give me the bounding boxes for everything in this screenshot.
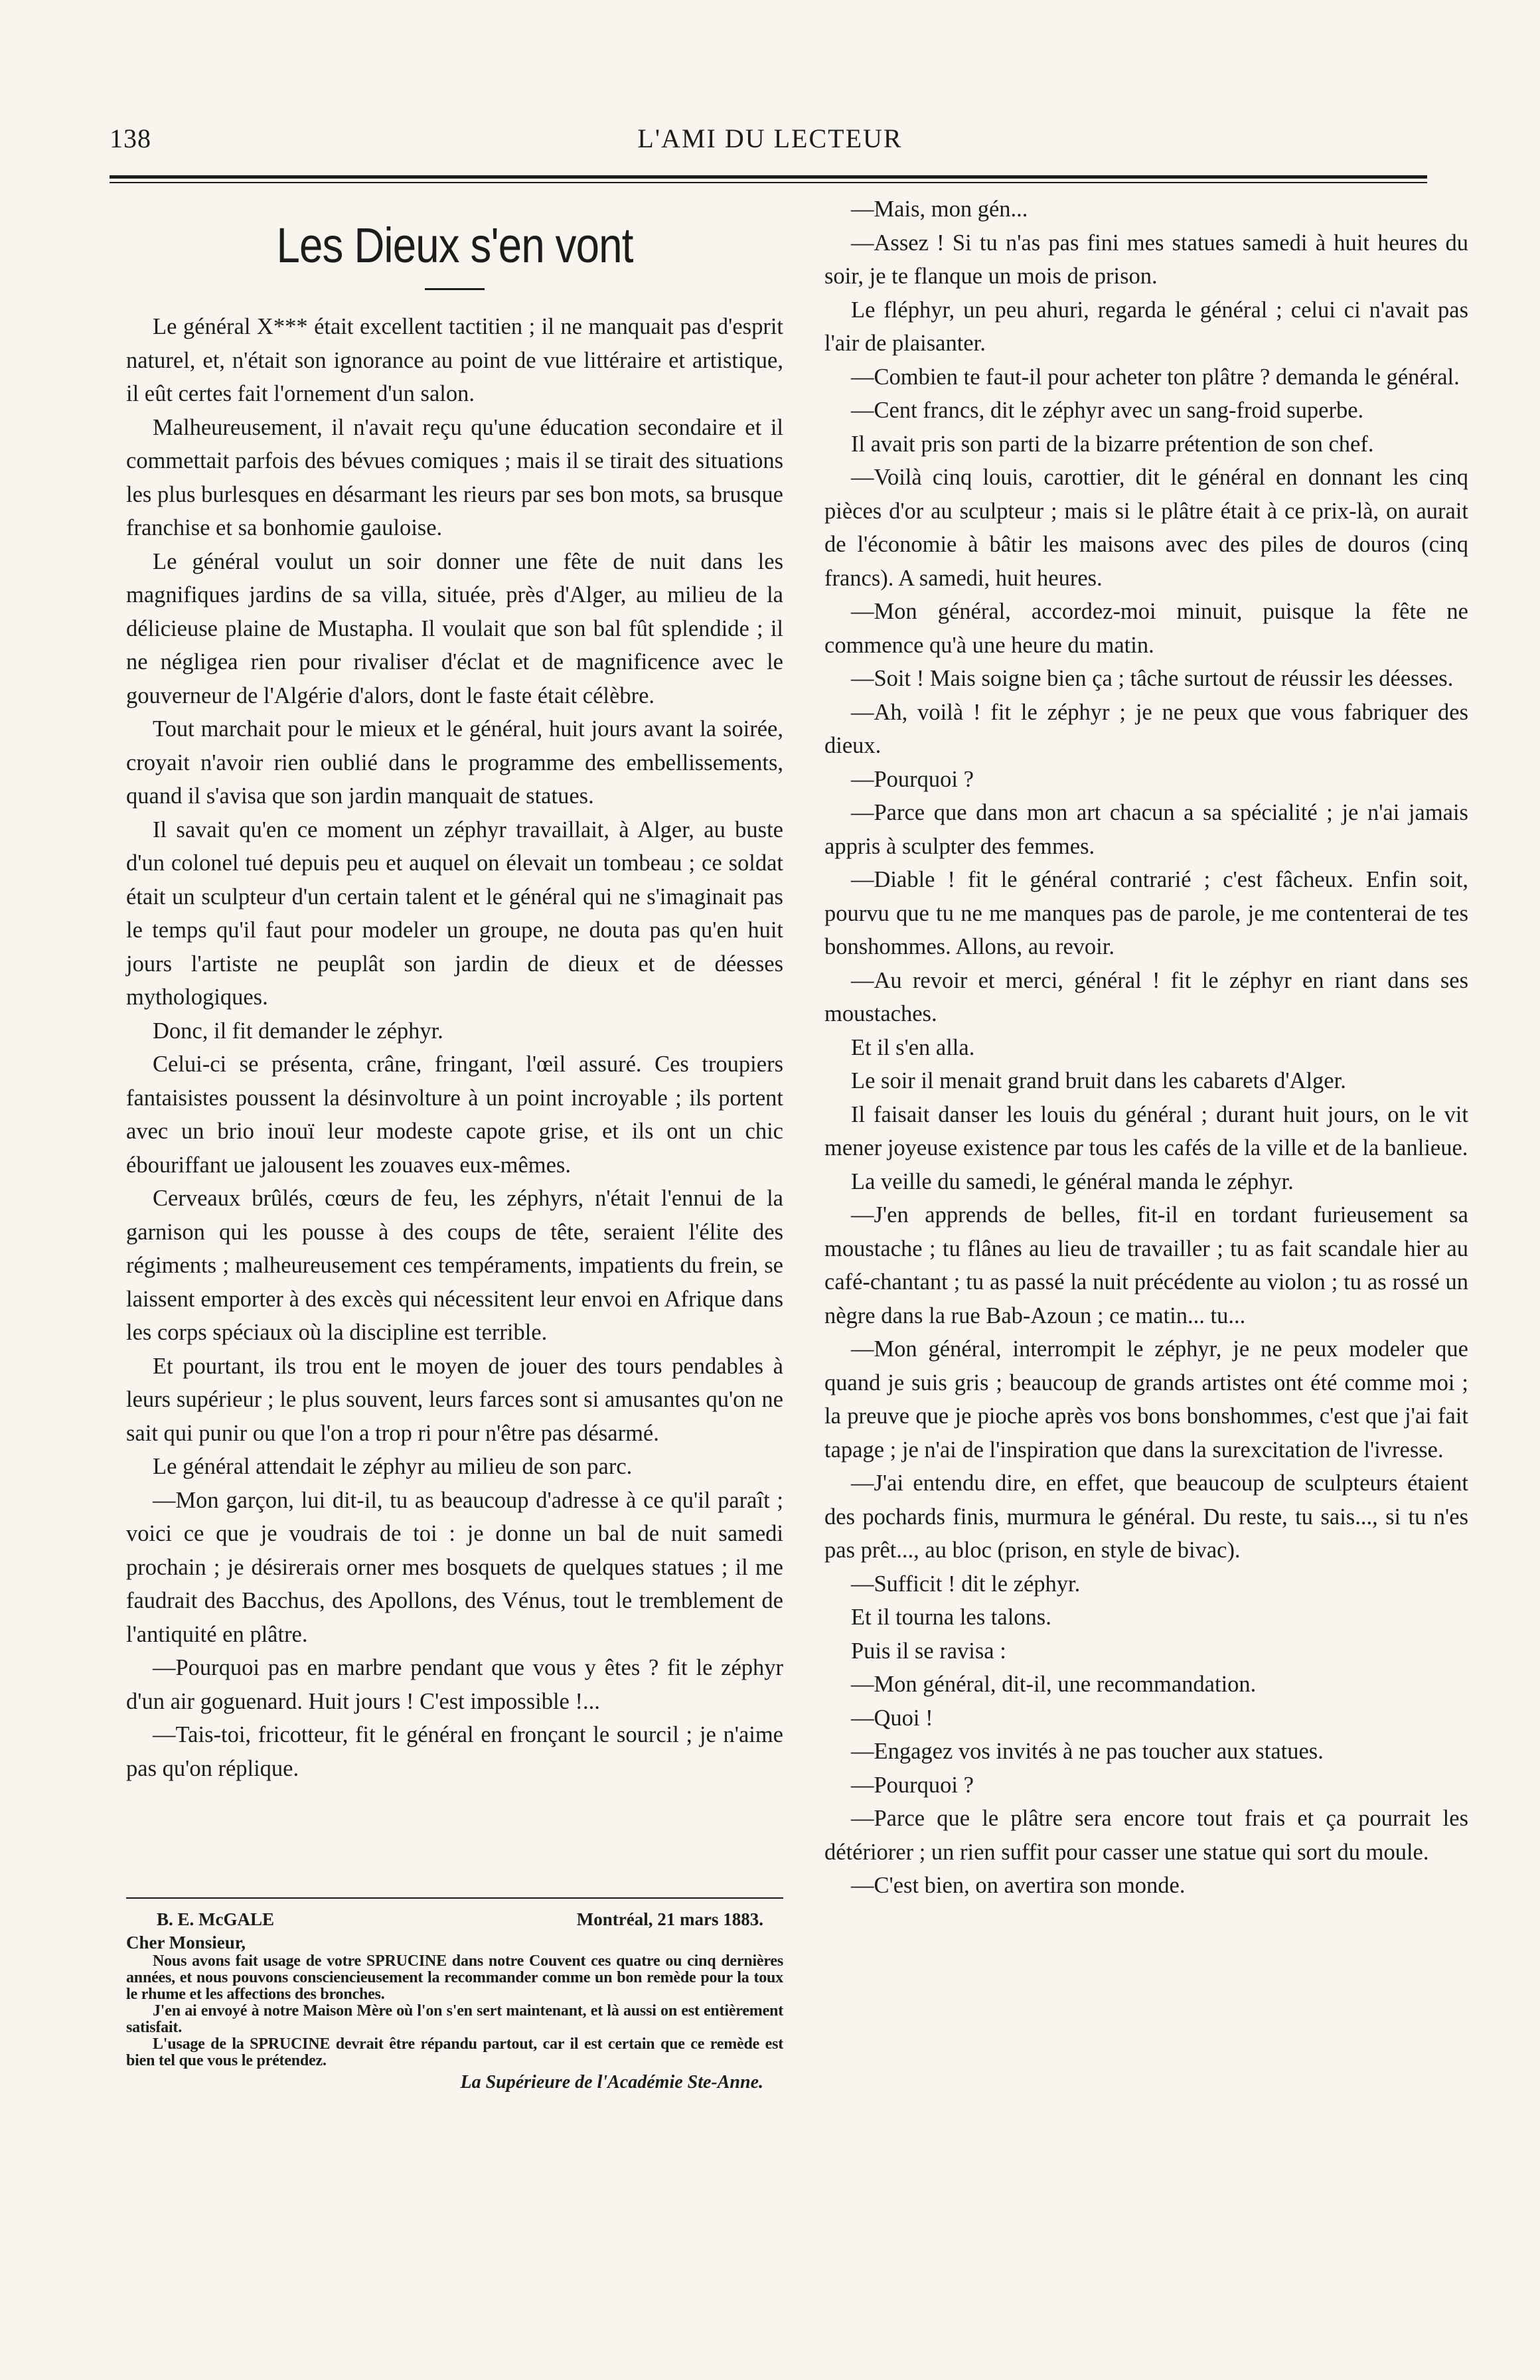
paragraph: Le général X*** était excellent tactitien ; il ne manquait pas d'esprit naturel, et, n'était son ignorance au point de vue littéraire et artistique, il eût certes fait l'ornement d'un salon. <box>126 314 783 406</box>
advertisement-rule <box>126 1897 783 1899</box>
running-head: L'AMI DU LECTEUR <box>637 123 903 153</box>
advertisement-top-line <box>126 1909 783 1932</box>
paragraph: Donc, il fit demander le zéphyr. <box>153 1018 443 1044</box>
paragraph: —Au revoir et merci, général ! fit le zéphyr en riant dans ses moustaches. <box>824 967 1468 1026</box>
paragraph: Et pourtant, ils trou ent le moyen de jouer des tours pendables à leurs supérieur ; le plus souvent, leurs farces sont si amusantes qu'on ne sait qui punir ou que l'on a trop ri pour n'être pas désarmé. <box>126 1353 783 1446</box>
paragraph: —Soit ! Mais soigne bien ça ; tâche surtout de réussir les déesses. <box>851 666 1454 691</box>
paragraph: —Mon garçon, lui dit-il, tu as beaucoup d'adresse à ce qu'il paraît ; voici ce que je voudrais de toi : je donne un bal de nuit samedi prochain ; je désirerais orner mes bosquets de quelques statues ; il me faudrait des Bacchus, des Apollons, des Vénus, tout le tremblement de l'antiquité en plâtre. <box>126 1487 783 1647</box>
paragraph: —Mon général, accordez-moi minuit, puisque la fête ne commence qu'à une heure du matin. <box>824 599 1468 658</box>
advertisement <box>126 1909 783 2096</box>
advertisement-date: Montréal, 21 mars 1883. <box>576 1909 763 1929</box>
paragraph: Et il s'en alla. <box>851 1034 975 1060</box>
advertisement-paragraph: L'usage de la SPRUCINE devrait être répandu partout, car il est certain que ce remède est bien tel que vous le prétendez. <box>126 2035 783 2069</box>
advertisement-paragraph: J'en ai envoyé à notre Maison Mère où l'on s'en sert maintenant, et là aussi on est entièrement satisfait. <box>126 2002 783 2036</box>
paragraph: —Quoi ! <box>851 1705 933 1731</box>
paragraph: —Diable ! fit le général contrarié ; c'est fâcheux. Enfin soit, pourvu que tu ne me manques pas de parole, je me contenterai de tes bonshommes. Allons, au revoir. <box>824 867 1468 959</box>
right-column <box>824 193 1468 1903</box>
paragraph: Le soir il menait grand bruit dans les cabarets d'Alger. <box>851 1068 1346 1093</box>
advertisement-signature: La Supérieure de l'Académie Ste-Anne. <box>460 2072 763 2093</box>
paragraph: —Tais-toi, fricotteur, fit le général en fronçant le sourcil ; je n'aime pas qu'on réplique. <box>126 1722 783 1781</box>
paragraph: Il savait qu'en ce moment un zéphyr travaillait, à Alger, au buste d'un colonel tué depuis peu et auquel on élevait un tombeau ; ce soldat était un sculpteur d'un certain talent et le général qui ne s'imaginait pas le temps qu'il faut pour modeler un groupe, ne douta pas qu'en huit jours l'artiste ne peuplât son jardin de dieux et de déesses mythologiques. <box>126 817 783 1010</box>
paragraph: La veille du samedi, le général manda le zéphyr. <box>851 1168 1294 1194</box>
paragraph: —Pourquoi pas en marbre pendant que vous y êtes ? fit le zéphyr d'un air goguenard. Huit jours ! C'est impossible !... <box>126 1655 783 1714</box>
advertisement-paragraph: Nous avons fait usage de votre SPRUCINE dans notre Couvent ces quatre ou cinq dernières années, et nous pouvons consciencieusement la recommander comme un bon remède pour la toux le rhume et les affections des bronches. <box>126 1952 783 2003</box>
paragraph: Le fléphyr, un peu ahuri, regarda le général ; celui ci n'avait pas l'air de plaisanter. <box>824 297 1468 356</box>
left-column <box>126 219 783 1785</box>
page-header <box>110 123 1430 163</box>
paragraph: —Mon général, interrompit le zéphyr, je ne peux modeler que quand je suis gris ; beaucoup de grands artistes ont été comme moi ; la preuve que je pioche après vos bons bonshommes, c'est que j'ai fait tapage ; je n'ai de l'inspiration que dans la surexcitation de l'ivresse. <box>824 1336 1468 1463</box>
paragraph: —Engagez vos invités à ne pas toucher aux statues. <box>851 1739 1324 1764</box>
paragraph: —Cent francs, dit le zéphyr avec un sang-froid superbe. <box>851 398 1364 423</box>
paragraph: —Voilà cinq louis, carottier, dit le général en donnant les cinq pièces d'or au sculpteur ; mais si le plâtre était à ce prix-là, on aurait de l'économie à bâtir les maisons avec des piles de douros (cinq francs). A samedi, huit heures. <box>824 465 1468 591</box>
paragraph: Tout marchait pour le mieux et le général, huit jours avant la soirée, croyait n'avoir rien oublié dans le programme des embellissements, quand il s'avisa que son jardin manquait de statues. <box>126 716 783 809</box>
paragraph: Le général attendait le zéphyr au milieu de son parc. <box>153 1454 633 1479</box>
header-rule-thin <box>110 182 1427 183</box>
paragraph: —Ah, voilà ! fit le zéphyr ; je ne peux que vous fabriquer des dieux. <box>824 699 1468 758</box>
paragraph: —Sufficit ! dit le zéphyr. <box>851 1571 1081 1597</box>
advertisement-sender: B. E. McGALE <box>157 1909 275 1929</box>
paragraph: Le général voulut un soir donner une fête de nuit dans les magnifiques jardins de sa villa, située, près d'Alger, au milieu de la délicieuse plaine de Mustapha. Il voulait que son bal fût splendide ; il ne négligea rien pour rivaliser d'éclat et de magnificence avec le gouverneur de l'Algérie d'alors, dont le faste était célèbre. <box>126 548 783 708</box>
paragraph: —Pourquoi ? <box>851 766 974 792</box>
page-number: 138 <box>110 123 151 153</box>
paragraph: —Parce que le plâtre sera encore tout frais et ça pourrait les détériorer ; un rien suffit pour casser une statue qui sort du moule. <box>824 1806 1468 1865</box>
header-rule-thick <box>110 175 1427 179</box>
paragraph: Et il tourna les talons. <box>851 1605 1051 1630</box>
paragraph: —C'est bien, on avertira son monde. <box>851 1873 1186 1898</box>
paragraph: —Parce que dans mon art chacun a sa spécialité ; je n'ai jamais appris à sculpter des femmes. <box>824 800 1468 859</box>
paragraph: Celui-ci se présenta, crâne, fringant, l'œil assuré. Ces troupiers fantaisistes poussent la désinvolture à un point incroyable ; ils portent avec un brio inouï leur modeste capote grise, et ils ont un chic ébouriffant ue jalousent les zouaves eux-mêmes. <box>126 1052 783 1178</box>
paragraph: —J'en apprends de belles, fit-il en tordant furieusement sa moustache ; tu flânes au lieu de travailler ; tu as fait scandale hier au café-chantant ; tu as passé la nuit précédente au violon ; tu as rossé un nègre dans la rue Bab-Azoun ; ce matin... tu... <box>824 1202 1468 1328</box>
paragraph: —J'ai entendu dire, en effet, que beaucoup de sculpteurs étaient des pochards finis, murmura le général. Du reste, tu sais..., si tu n'es pas prêt..., au bloc (prison, en style de bivac). <box>824 1470 1468 1563</box>
paragraph: —Combien te faut-il pour acheter ton plâtre ? demanda le général. <box>851 364 1460 390</box>
title-rule <box>425 288 485 290</box>
paragraph: Il avait pris son parti de la bizarre prétention de son chef. <box>851 431 1374 457</box>
paragraph: —Mais, mon gén... <box>851 197 1028 222</box>
paragraph: Malheureusement, il n'avait reçu qu'une éducation secondaire et il commettait parfois des bévues comiques ; mais il se tirait des situations les plus burlesques en désarmant les rieurs par ses bon mots, sa brusque franchise et sa bonhomie gauloise. <box>126 414 783 540</box>
advertisement-body <box>126 1953 783 2069</box>
paragraph: —Mon général, dit-il, une recommandation. <box>851 1672 1257 1697</box>
paragraph: —Pourquoi ? <box>851 1772 974 1798</box>
paragraph: Cerveaux brûlés, cœurs de feu, les zéphyrs, n'était l'ennui de la garnison qui les pousse à des coups de tête, seraient l'élite des régiments ; malheureusement ces tempéraments, impatients du frein, se laissent emporter à des excès qui nécessitent leur envoi en Afrique dans les corps spéciaux où la discipline est terrible. <box>126 1186 783 1345</box>
article-title: Les Dieux s'en vont <box>276 218 633 273</box>
advertisement-greeting: Cher Monsieur, <box>126 1933 246 1952</box>
paragraph: Il faisait danser les louis du général ; durant huit jours, on le vit mener joyeuse existence par tous les cafés de la ville et de la banlieue. <box>824 1101 1468 1160</box>
paragraph: Puis il se ravisa : <box>851 1638 1006 1664</box>
paragraph: —Assez ! Si tu n'as pas fini mes statues samedi à huit heures du soir, je te flanque un mois de prison. <box>824 230 1468 289</box>
